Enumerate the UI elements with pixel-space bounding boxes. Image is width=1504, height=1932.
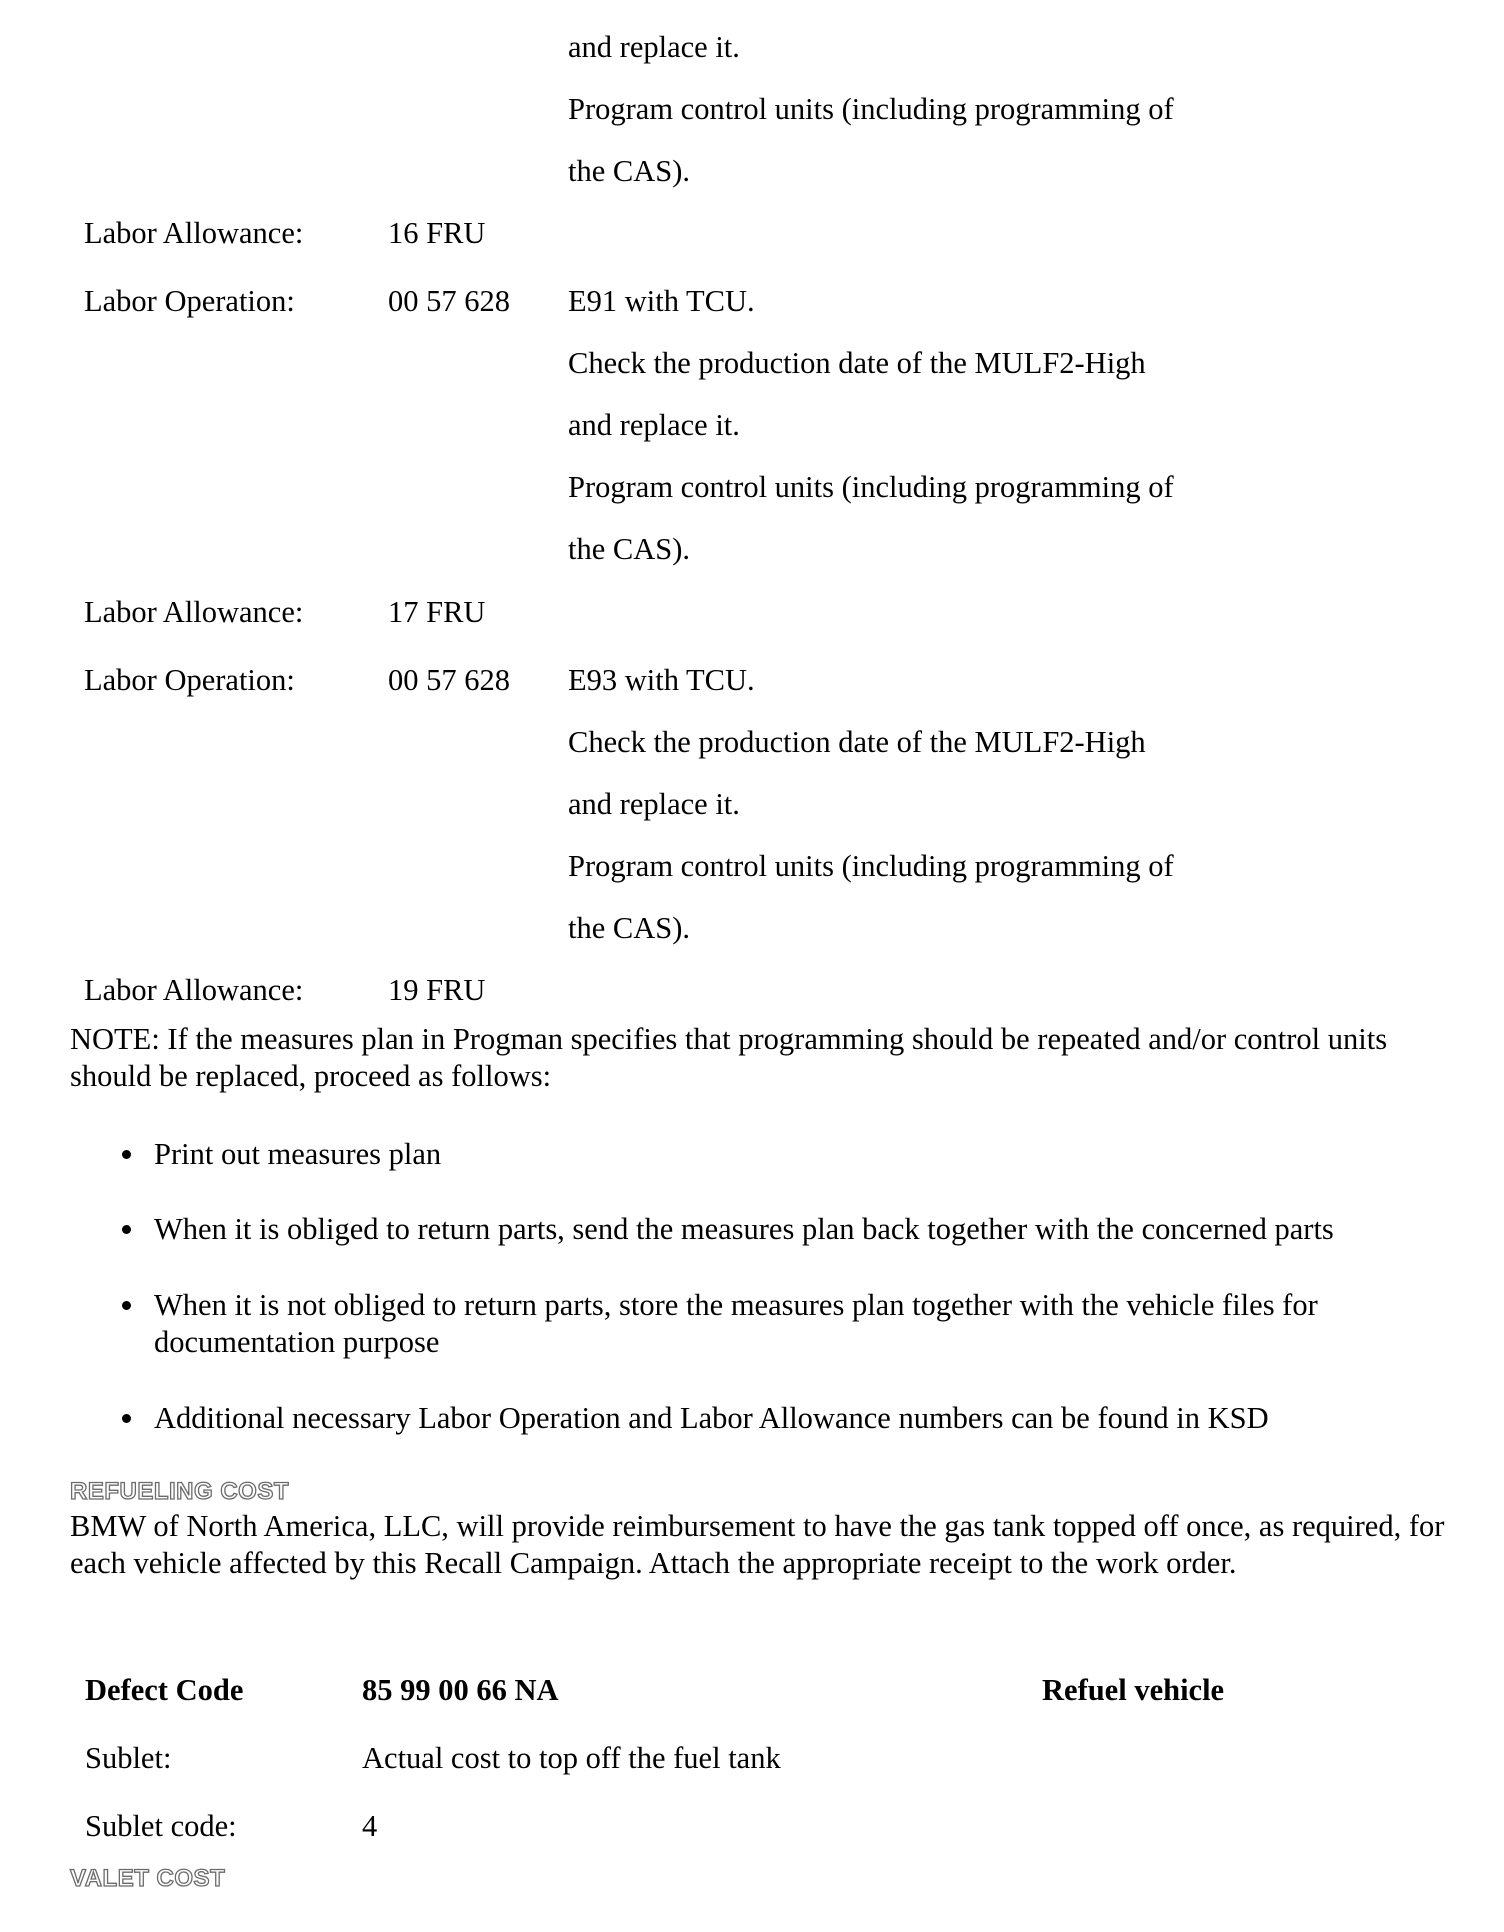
refueling-cost-heading: REFUELING COST — [70, 1478, 290, 1505]
labor-operation-line: E93 with TCU. — [568, 663, 755, 697]
list-item-text: When it is not obliged to return parts, store the measures plan together with the vehicle files for documentation purpose — [154, 1288, 1318, 1359]
labor-operation-label: Labor Operation: — [84, 663, 295, 697]
bullet-icon — [122, 1414, 131, 1423]
labor-operation-line: and replace it. — [568, 787, 740, 821]
list-item-text: Print out measures plan — [154, 1137, 442, 1171]
refueling-paragraph: BMW of North America, LLC, will provide reimbursement to have the gas tank topped off once, as required, for each vehicle affected by this Recall Campaign. Attach the appropriate receipt to the work order. — [70, 1509, 1445, 1580]
valet-cost-heading: VALET COST — [70, 1865, 226, 1892]
list-item — [70, 1136, 1470, 1173]
labor-allowance-label: Labor Allowance: — [84, 595, 304, 629]
labor-operation-line: Check the production date of the MULF2-High — [568, 725, 1146, 759]
labor-operation-code: 00 57 628 — [388, 663, 510, 697]
labor-operation-line: Program control units (including programming of — [568, 849, 1174, 883]
labor-operation-line: and replace it. — [568, 408, 740, 442]
list-item — [70, 1400, 1470, 1437]
operation-1-line-tail-2: Program control units (including programming of — [568, 92, 1174, 126]
labor-operation-label: Labor Operation: — [84, 284, 295, 318]
labor-operation-line: E91 with TCU. — [568, 284, 755, 318]
labor-operation-code: 00 57 628 — [388, 284, 510, 318]
list-item — [70, 1287, 1470, 1361]
sublet-code-value: 4 — [362, 1809, 378, 1843]
labor-operation-line: the CAS). — [568, 911, 690, 945]
sublet-label: Sublet: — [85, 1741, 172, 1775]
labor-operation-line: Program control units (including programming of — [568, 470, 1174, 504]
labor-allowance-value: 17 FRU — [388, 595, 486, 629]
defect-description: Refuel vehicle — [1042, 1673, 1225, 1707]
list-item — [70, 1211, 1470, 1248]
labor-operation-line: the CAS). — [568, 532, 690, 566]
operation-1-line-tail-1: and replace it. — [568, 30, 740, 64]
labor-operation-line: Check the production date of the MULF2-High — [568, 346, 1146, 380]
labor-allowance-label: Labor Allowance: — [84, 973, 304, 1007]
list-item-text: When it is obliged to return parts, send the measures plan back together with the concerned parts — [154, 1212, 1334, 1246]
defect-code-label: Defect Code — [85, 1673, 244, 1707]
operation-1-line-tail-3: the CAS). — [568, 154, 690, 188]
note-paragraph: NOTE: If the measures plan in Progman specifies that programming should be repeated and/or control units should be replaced, proceed as follows: — [70, 1022, 1388, 1093]
labor-allowance-label: Labor Allowance: — [84, 216, 304, 250]
bullet-icon — [122, 1301, 131, 1310]
defect-code-value: 85 99 00 66 NA — [362, 1673, 559, 1707]
bullet-icon — [122, 1225, 131, 1234]
labor-allowance-value: 16 FRU — [388, 216, 486, 250]
sublet-value: Actual cost to top off the fuel tank — [362, 1741, 781, 1775]
labor-allowance-value: 19 FRU — [388, 973, 486, 1007]
list-item-text: Additional necessary Labor Operation and Labor Allowance numbers can be found in KSD — [154, 1401, 1269, 1435]
bullet-icon — [122, 1150, 131, 1159]
sublet-code-label: Sublet code: — [85, 1809, 237, 1843]
